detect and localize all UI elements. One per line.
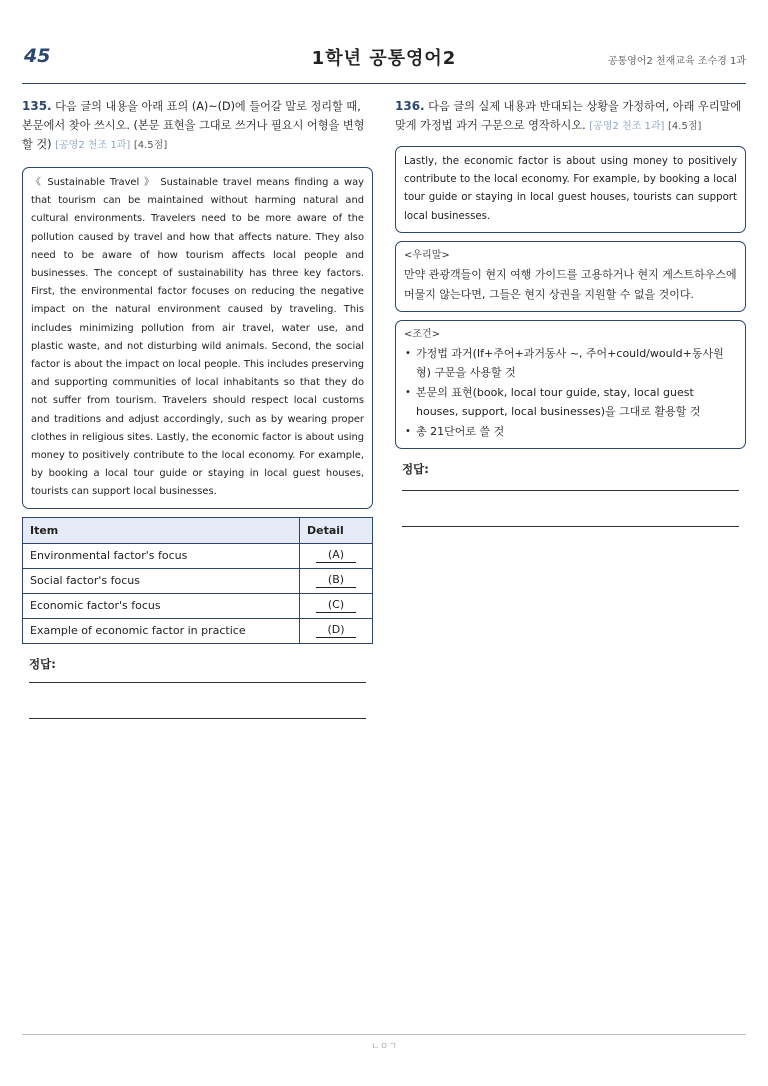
- answer-label: 정답:: [402, 461, 429, 476]
- table-row: [23, 543, 373, 568]
- table-cell-detail: [300, 618, 373, 643]
- question-135: [22, 97, 373, 719]
- korean-tag: <우리말>: [404, 249, 450, 261]
- question-136: [395, 97, 746, 527]
- conditions-box: [395, 320, 746, 449]
- answer-label: 정답:: [29, 656, 56, 671]
- subject-label: 공통영어2 천재교육 조수경 1과: [607, 56, 746, 67]
- question-source: [공영2 천조 1과]: [589, 121, 665, 132]
- passage-box: 《 Sustainable Travel 》 Sustainable travel means finding a way that tourism can be maintained without harming natural and cultural environments. Travelers need to be more aware of the pollution caused by travel and how that affects nature. They also need to be aware of how tourism affects local people and businesses. The concept of sustainability has three key factors. First, the environmental factor focuses on reducing the negative impact on the natural environment caused by traveling. This includes minimizing pollution from air travel, water use, and plastic waste, and not disturbing wild animals. Second, the social factor is about the impact on local people. This includes preserving and supporting communities of local inhabitants so that they do not suffer from tourism. Travelers should respect local customs and traditions and adjust accordingly, such as by wearing proper clothes in religious sites. Lastly, the economic factor is about using money to positively contribute to the local economy. For example, by booking a local tour guide or staying in local guest houses, tourists can support local businesses.: [22, 167, 373, 509]
- table-cell-item: Example of economic factor in practice: [23, 618, 300, 643]
- conditions-tag: <조건>: [404, 328, 441, 340]
- summary-table: [22, 517, 373, 644]
- question-points: [4.5점]: [133, 140, 168, 151]
- korean-text: 만약 관광객들이 현지 여행 가이드를 고용하거나 현지 게스트하우스에 머물지 않는다면, 그들은 현지 상권을 지원할 수 없을 것이다.: [404, 267, 737, 301]
- answer-line[interactable]: [402, 525, 739, 527]
- table-cell-detail: [300, 543, 373, 568]
- question-number: 136.: [395, 99, 425, 113]
- footer-text: ㄴㅇㄱ: [370, 1042, 398, 1052]
- question-instruction: 다음 글의 내용을 아래 표의 (A)~(D)에 들어갈 말로 정리할 때, 본문에서 찾아 쓰시오. (본문 표현을 그대로 쓰거나 필요시 어형을 변형할 것): [22, 100, 365, 151]
- table-cell-detail: [300, 568, 373, 593]
- question-points: [4.5점]: [668, 121, 702, 132]
- condition-item: • 가정법 과거(If+주어+과거동사 ~, 주어+could/would+동사원형) 구문을 사용할 것: [404, 344, 737, 382]
- page-number: 45: [24, 45, 51, 67]
- table-header-row: [23, 517, 373, 543]
- table-cell-item: Environmental factor's focus: [23, 543, 300, 568]
- condition-item: • 총 21단어로 쓸 것: [404, 422, 737, 441]
- table-row: [23, 568, 373, 593]
- answer-line[interactable]: [402, 489, 739, 491]
- question-number: 135.: [22, 99, 52, 113]
- page-header: [22, 40, 746, 84]
- english-text-box: Lastly, the economic factor is about using money to positively contribute to the local economy. For example, by booking a local tour guide or staying in local guest houses, tourists can support local businesses.: [395, 146, 746, 233]
- answer-line[interactable]: [29, 717, 366, 719]
- answer-blank[interactable]: (C): [316, 598, 356, 613]
- answer-blank[interactable]: (A): [316, 548, 356, 563]
- table-row: [23, 593, 373, 618]
- table-header-detail: Detail: [300, 517, 373, 543]
- question-instruction: 다음 글의 실제 내용과 반대되는 상황을 가정하여, 아래 우리말에 맞게 가정법 과거 구문으로 영작하시오.: [395, 100, 742, 132]
- answer-blank[interactable]: (D): [316, 623, 356, 638]
- table-cell-item: Social factor's focus: [23, 568, 300, 593]
- answer-blank[interactable]: (B): [316, 573, 356, 588]
- question-136-header: [395, 97, 746, 136]
- question-source: [공영2 천조 1과]: [55, 140, 131, 151]
- page-title: 1학년 공통영어2: [311, 48, 457, 69]
- condition-item: • 본문의 표현(book, local tour guide, stay, local guest houses, support, local businesses)을 그대로 활용할 것: [404, 383, 737, 421]
- question-135-header: [22, 97, 373, 155]
- korean-box: [395, 241, 746, 312]
- page-footer: [22, 1034, 746, 1052]
- table-header-item: Item: [23, 517, 300, 543]
- table-cell-item: Economic factor's focus: [23, 593, 300, 618]
- answer-line[interactable]: [29, 681, 366, 683]
- table-cell-detail: [300, 593, 373, 618]
- table-row: [23, 618, 373, 643]
